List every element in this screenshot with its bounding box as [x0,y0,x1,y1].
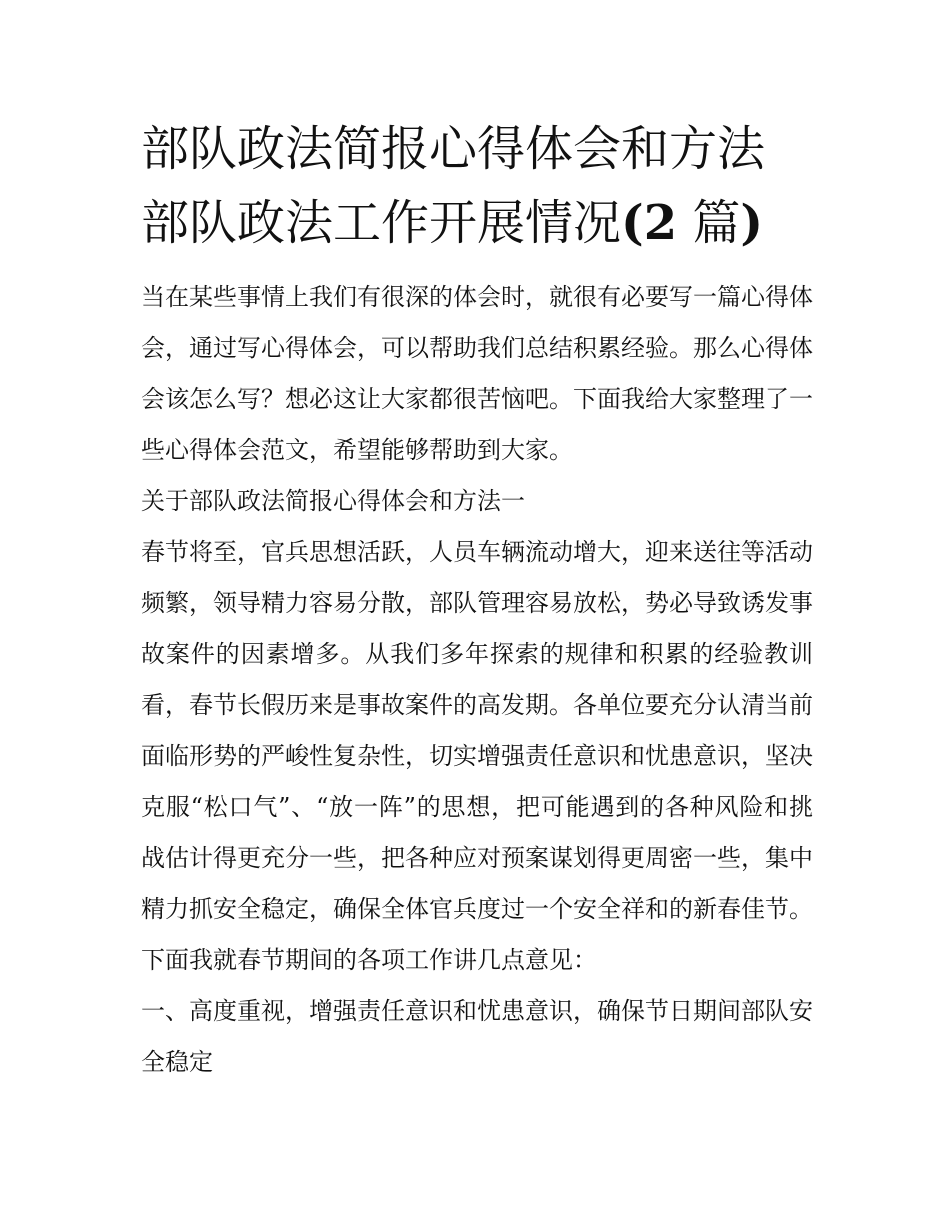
document-content [141,112,813,1088]
title-line-2 [141,186,813,260]
intro-paragraph: 当在某些事情上我们有很深的体会时，就很有必要写一篇心得体会，通过写心得体会，可以帮助我们总结积累经验。那么心得体会该怎么写？想必这让大家都很苦恼吧。下面我给大家整理了一些心得体会范文，希望能够帮助到大家。 [141,283,813,464]
section-heading: 关于部队政法简报心得体会和方法一 [141,487,525,515]
title-count-unit: 篇 [677,195,741,251]
title-open-paren: ( [621,195,644,251]
document-title [141,112,813,260]
title-close-paren: ) [740,195,764,251]
title-count: 2 [643,195,678,251]
point-heading: 一、高度重视，增强责任意识和忧患意识，确保节日期间部队安全稳定 [141,997,813,1076]
title-line-1: 部队政法简报心得体会和方法 [141,121,766,177]
title-line-2-text: 部队政法工作开展情况 [141,195,622,251]
body-paragraph: 春节将至，官兵思想活跃，人员车辆流动增大，迎来送往等活动频繁，领导精力容易分散，部队管理容易放松，势必导致诱发事故案件的因素增多。从我们多年探索的规律和积累的经验教训看，春节长假历来是事故案件的高发期。各单位要充分认清当前面临形势的严峻性复杂性，切实增强责任意识和忧患意识，坚决克服“松口气”、“放一阵”的思想，把可能遇到的各种风险和挑战估计得更充分一些，把各种应对预案谋划得更周密一些，集中精力抓安全稳定，确保全体官兵度过一个安全祥和的新春佳节。下面我就春节期间的各项工作讲几点意见： [141,538,813,974]
